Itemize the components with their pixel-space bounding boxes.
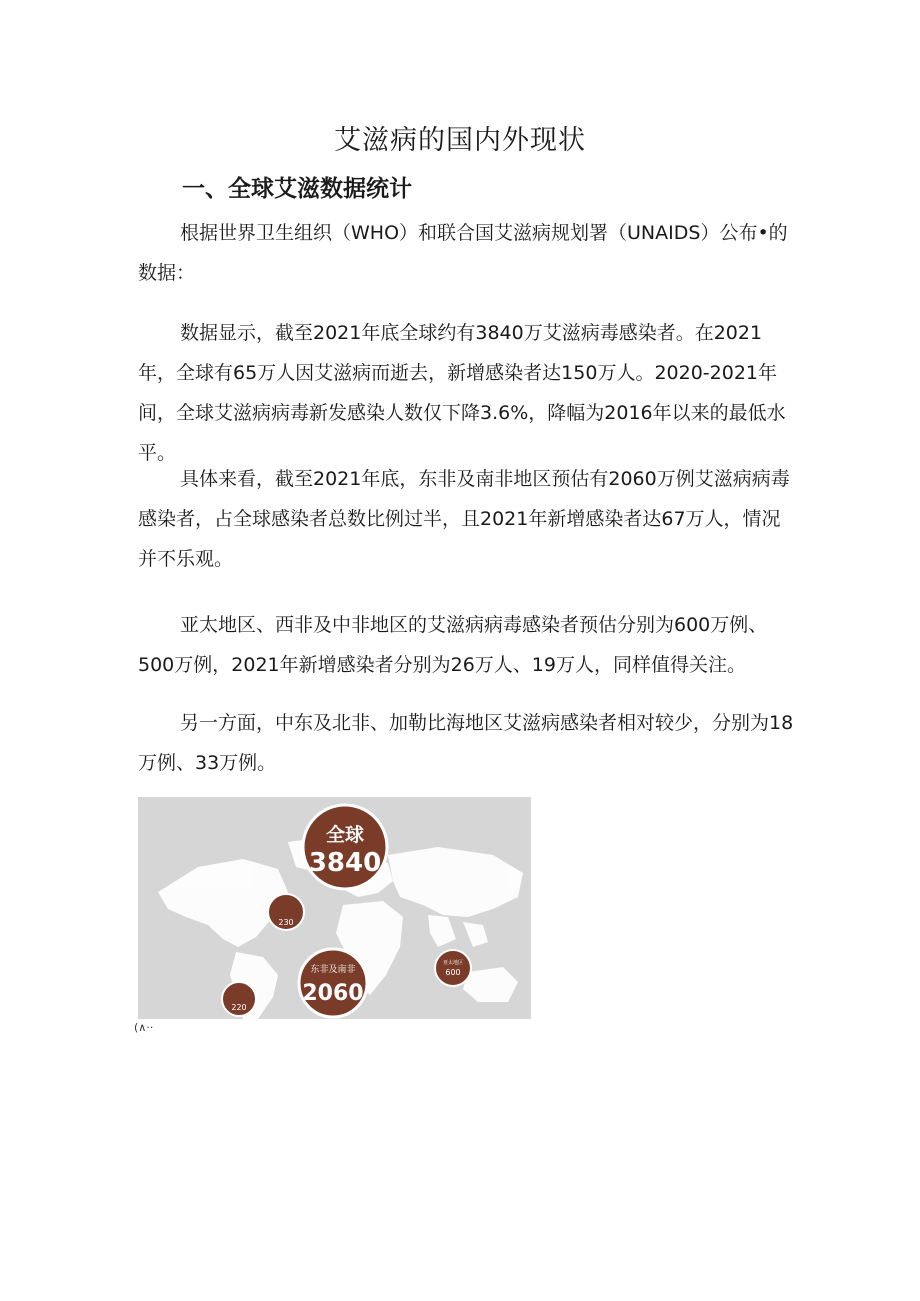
- bubble-north-america-value: 230: [278, 918, 294, 927]
- bubble-global: [303, 805, 387, 889]
- bubble-east-south-africa-value: 2060: [302, 981, 364, 1006]
- bubble-latin-america: [222, 982, 256, 1016]
- paragraph-middle-east: 另一方面，中东及北非、加勒比海地区艾滋病感染者相对较少，分别为18万例、33万例。: [138, 712, 794, 774]
- paragraph-asia-pacific: 亚太地区、西非及中非地区的艾滋病病毒感染者预估分别为600万例、500万例，2021年新增感染者分别为26万人、19万人，同样值得关注。: [138, 614, 768, 676]
- bubble-asia-pacific: [435, 950, 471, 986]
- paragraph-east-south-africa: 具体来看，截至2021年底，东非及南非地区预估有2060万例艾滋病病毒感染者，占全球感染者总数比例过半，且2021年新增感染者达67万人，情况并不乐观。: [138, 468, 790, 570]
- bubble-latin-america-value: 220: [231, 1003, 247, 1012]
- section-heading: 一、全球艾滋数据统计: [182, 176, 412, 202]
- bubble-north-america: [268, 894, 304, 930]
- bubble-east-south-africa: [299, 949, 367, 1017]
- bubble-asia-pacific-label: 亚太地区: [442, 960, 464, 966]
- bubble-asia-pacific-value: 600: [445, 968, 461, 977]
- paragraph-global-stats: 数据显示，截至2021年底全球约有3840万艾滋病毒感染者。在2021年，全球有65万人因艾滋病而逝去，新增感染者达150万人。2020-2021年间，全球艾滋病病毒新发感染人数仅下降3.6%，降幅为2016年以来的最低水平。: [138, 322, 786, 464]
- bubble-east-south-africa-label: 东非及南非: [310, 965, 356, 975]
- page-title: 艾滋病的国内外现状: [334, 125, 586, 156]
- paragraph-intro: 根据世界卫生组织（WHO）和联合国艾滋病规划署（UNAIDS）公布•的数据：: [138, 222, 788, 284]
- bubble-global-label: 全球: [325, 824, 365, 846]
- bubble-global-value: 3840: [308, 848, 382, 878]
- figure-caption: (∧··: [134, 1021, 154, 1034]
- world-map-figure: [138, 797, 531, 1019]
